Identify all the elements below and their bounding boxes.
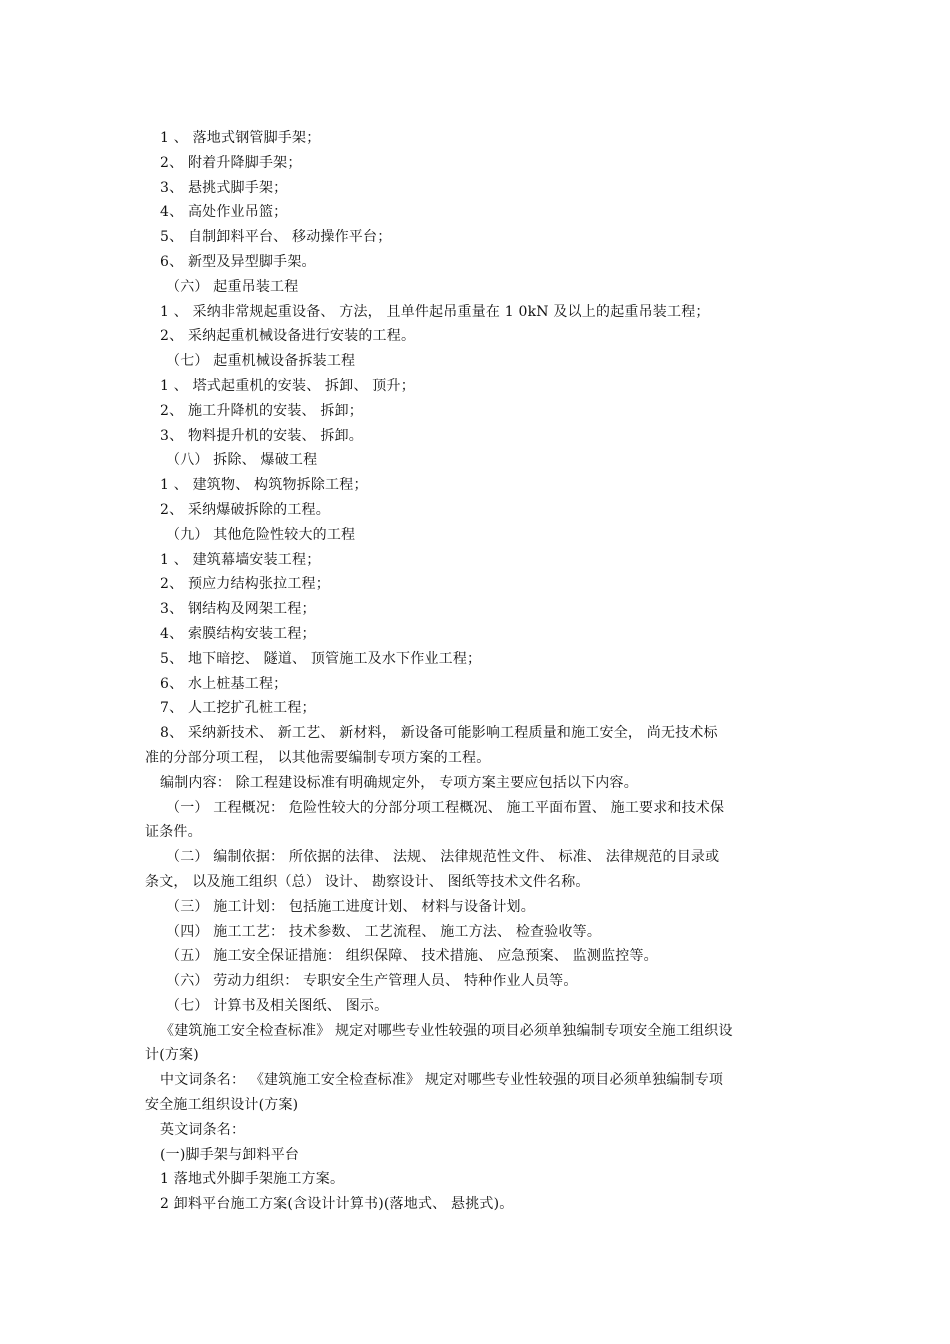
text-line: 1 落地式外脚手架施工方案。 [160, 1171, 345, 1188]
text-line: （四） 施工工艺： 技术参数、 工艺流程、 施工方法、 检查验收等。 [166, 923, 602, 940]
text-line: 准的分部分项工程， 以其他需要编制专项方案的工程。 [145, 749, 491, 766]
text-line: 安全施工组织设计(方案) [145, 1097, 299, 1114]
text-line: 1 、 塔式起重机的安装、 拆卸、 顶升； [160, 377, 415, 394]
text-line: 7、 人工挖扩孔桩工程； [160, 700, 316, 717]
text-line: （二） 编制依据： 所依据的法律、 法规、 法律规范性文件、 标准、 法律规范的目录或 [166, 849, 720, 866]
text-line: 3、 物料提升机的安装、 拆卸。 [160, 427, 364, 444]
text-line: 1 、 建筑幕墙安装工程； [160, 551, 321, 568]
text-line: （七） 起重机械设备拆装工程 [166, 353, 356, 370]
text-line: 2、 施工升降机的安装、 拆卸； [160, 402, 364, 419]
text-line: (一)脚手架与卸料平台 [160, 1146, 300, 1163]
text-line: 中文词条名： 《建筑施工安全检查标准》 规定对哪些专业性较强的项目必须单独编制专项 [160, 1072, 724, 1089]
text-line: 2、 采纳起重机械设备进行安装的工程。 [160, 328, 416, 345]
text-line: 1 、 建筑物、 构筑物拆除工程； [160, 477, 368, 494]
text-line: 5、 自制卸料平台、 移动操作平台； [160, 229, 392, 246]
text-line: 证条件。 [145, 824, 202, 841]
text-line: 1 、 落地式钢管脚手架； [160, 130, 321, 146]
text-line: 计(方案) [145, 1047, 199, 1064]
text-line: 3、 悬挑式脚手架； [160, 179, 288, 196]
text-line: （六） 起重吊装工程 [166, 278, 299, 295]
text-line: （九） 其他危险性较大的工程 [166, 526, 356, 543]
text-line: 6、 新型及异型脚手架。 [160, 253, 316, 270]
text-line: 2、 预应力结构张拉工程； [160, 576, 330, 593]
text-line: 英文词条名： [160, 1121, 246, 1138]
text-line: 8、 采纳新技术、 新工艺、 新材料， 新设备可能影响工程质量和施工安全， 尚无技术标 [160, 725, 718, 742]
text-line: 编制内容： 除工程建设标准有明确规定外， 专项方案主要应包括以下内容。 [160, 774, 638, 791]
document-body [145, 126, 813, 1217]
text-line: 3、 钢结构及网架工程； [160, 601, 316, 618]
text-line: 2、 采纳爆破拆除的工程。 [160, 501, 330, 518]
text-line: 2、 附着升降脚手架； [160, 154, 302, 171]
text-line: 6、 水上桩基工程； [160, 675, 288, 692]
text-line: （八） 拆除、 爆破工程 [166, 452, 318, 469]
text-line: （三） 施工计划： 包括施工进度计划、 材料与设备计划。 [166, 898, 535, 915]
text-line: 5、 地下暗挖、 隧道、 顶管施工及水下作业工程； [160, 650, 482, 667]
text-line: （五） 施工安全保证措施： 组织保障、 技术措施、 应急预案、 监测监控等。 [166, 948, 658, 965]
text-line: 1 、 采纳非常规起重设备、 方法， 且单件起吊重量在 1 0kN 及以上的起重吊装工程； [160, 303, 710, 320]
text-line: （一） 工程概况： 危险性较大的分部分项工程概况、 施工平面布置、 施工要求和技术保 [166, 799, 725, 816]
text-line: （七） 计算书及相关图纸、 图示。 [166, 997, 389, 1014]
text-line: 2 卸料平台施工方案(含设计计算书)(落地式、 悬挑式)。 [160, 1196, 514, 1213]
text-line: （六） 劳动力组织： 专职安全生产管理人员、 特种作业人员等。 [166, 973, 578, 990]
text-line: 条文， 以及施工组织（总） 设计、 勘察设计、 图纸等技术文件名称。 [145, 873, 590, 890]
text-line: 4、 高处作业吊篮； [160, 204, 288, 221]
text-line: 《建筑施工安全检查标准》 规定对哪些专业性较强的项目必须单独编制专项安全施工组织设 [160, 1022, 733, 1039]
text-line: 4、 索膜结构安装工程； [160, 625, 316, 642]
